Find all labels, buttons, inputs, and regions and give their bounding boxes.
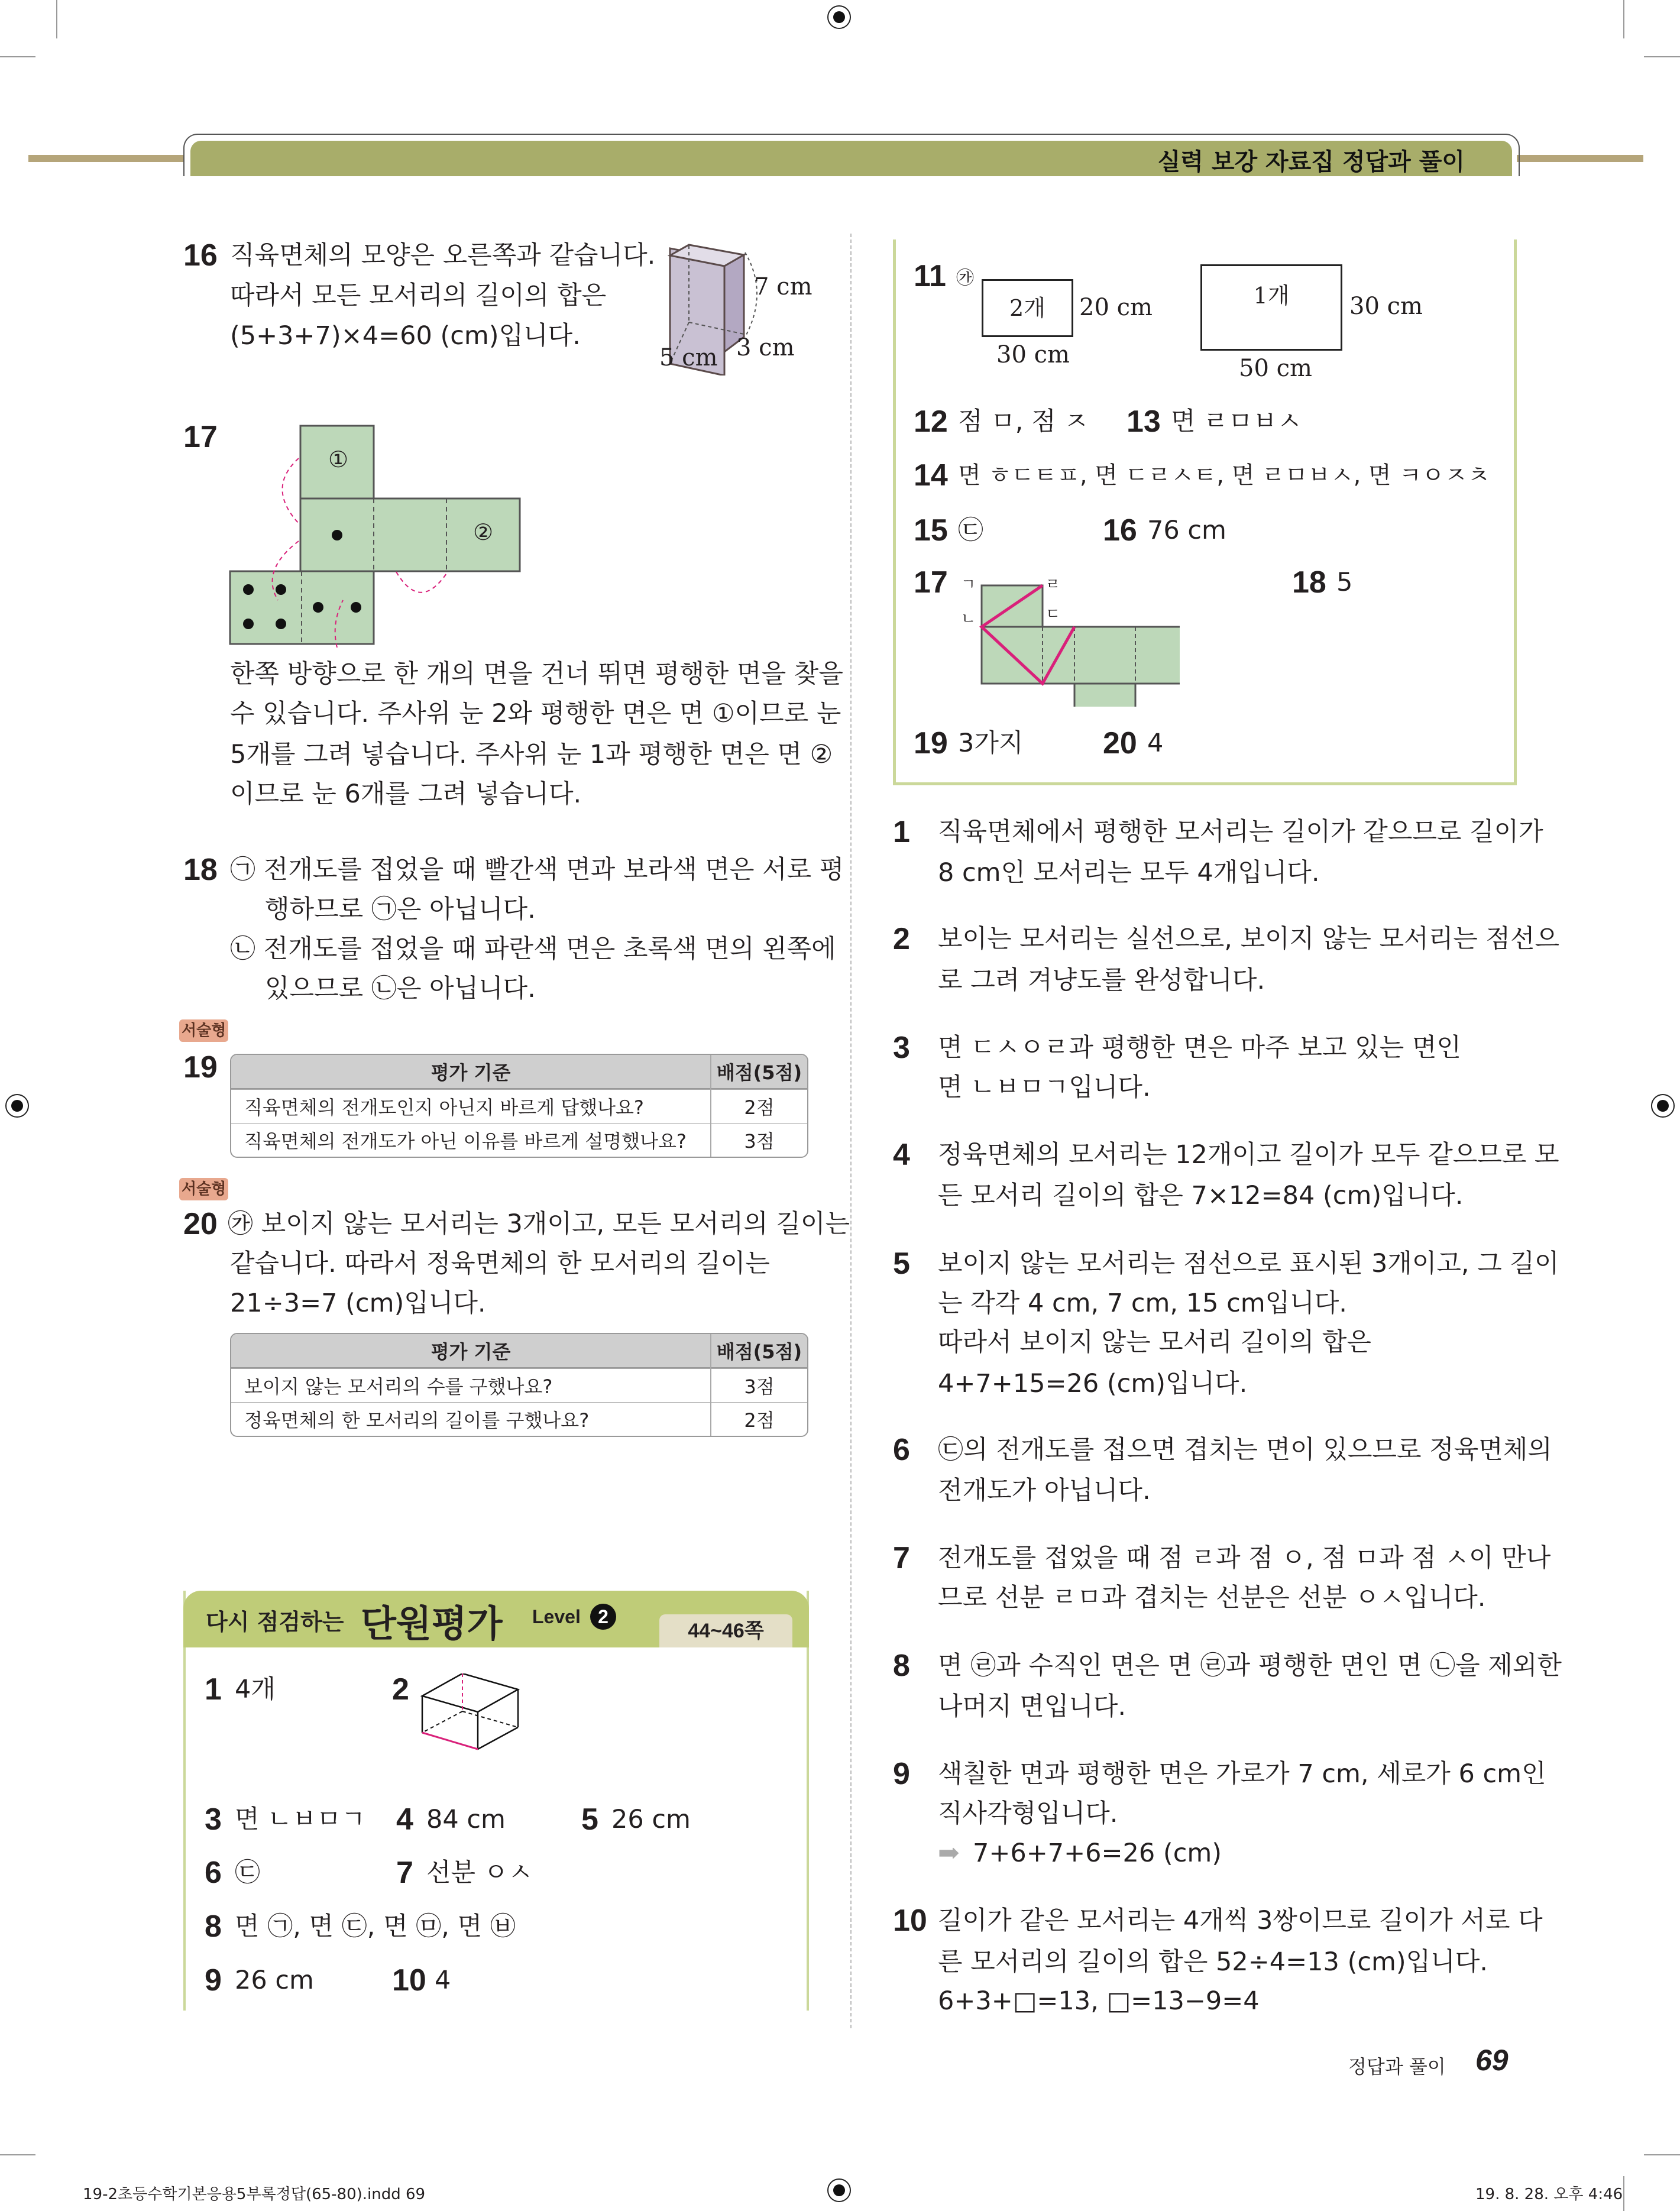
level-label: Level [532,1606,581,1627]
rubric-table [230,1333,808,1437]
rubric-score: 3점 [710,1368,807,1402]
rectangle-piece: 2개 [982,279,1073,337]
answer-text: 선분 ㅇㅅ [426,1858,533,1888]
level-badge: 2 [590,1604,616,1630]
answer-text: 직육면체에서 평행한 모서리는 길이가 같으므로 길이가 [938,817,1543,847]
answer-text: 84 cm [426,1805,506,1834]
question-number: 5 [893,1247,910,1281]
question-number: 15 [914,513,948,548]
answer-text: 26 cm [235,1966,314,1995]
arrow-icon: ➡ [938,1838,960,1868]
answer-text: 는 각각 4 cm, 7 cm, 15 cm입니다. [938,1289,1347,1318]
answer-text: 4개 [235,1675,276,1704]
question-number: 3 [893,1031,910,1065]
question-number: 18 [183,853,218,887]
answer-text: 보이는 모서리는 실선으로, 보이지 않는 모서리는 점선으 [938,924,1560,954]
registration-mark [5,1094,29,1118]
answer-text: ㉢ [235,1858,260,1888]
question-number: 6 [893,1433,910,1467]
dimension-label: 5 cm [659,344,718,371]
unit-review-prefix: 다시 점검하는 [206,1609,344,1635]
answer-text: 8 cm인 모서리는 모두 4개입니다. [938,858,1320,888]
question-number: 7 [893,1541,910,1575]
dimension-label: 50 cm [1239,355,1312,382]
question-number: 9 [205,1963,222,1998]
answer-text: 4+7+15=26 (cm)입니다. [938,1369,1248,1399]
crop-mark [0,2154,35,2155]
column-divider [850,234,852,2028]
example-mark: ㉮ [956,268,974,289]
answer-text: 른 모서리의 길이의 합은 52÷4=13 (cm)입니다. [938,1947,1488,1977]
answer-text: ㉮ 보이지 않는 모서리는 3개이고, 모든 모서리의 길이는 [228,1209,850,1239]
answer-text: 수 있습니다. 주사위 눈 2와 평행한 면은 면 ①이므로 눈 [230,699,841,729]
answer-text: (5+3+7)×4=60 (cm)입니다. [230,321,581,351]
table-row [231,1089,807,1123]
question-number: 16 [1103,513,1137,548]
dimension-label: 30 cm [996,341,1070,368]
answer-text: 행하므로 ㉠은 아닙니다. [265,895,536,924]
question-number: 10 [893,1904,927,1938]
header-band [190,141,1512,176]
rubric-header-score: 배점(5점) [710,1055,807,1089]
question-number: 11 [914,259,946,293]
face-label: ② [473,519,494,545]
answer-text: 나머지 면입니다. [938,1692,1127,1721]
table-row [231,1368,807,1402]
answer-text: 로 그려 겨냥도를 완성합니다. [938,966,1265,995]
answer-text: 이므로 눈 6개를 그려 넣습니다. [230,779,582,809]
essay-badge: 서술형 [179,1019,228,1042]
crop-mark [1644,56,1680,57]
net-figure [979,582,1180,707]
page-range-tab: 44~46쪽 [659,1614,792,1647]
answer-text: 면 ㄹㅁㅂㅅ [1171,407,1302,436]
question-number: 2 [893,922,910,956]
rubric-score: 3점 [710,1123,807,1157]
page-number: 69 [1475,2044,1509,2077]
answer-text: 면 ㄴㅂㅁㄱ입니다. [938,1073,1151,1102]
answer-text: 든 모서리 길이의 합은 7×12=84 (cm)입니다. [938,1181,1464,1210]
answer-text: 점 ㅁ, 점 ㅈ [958,407,1089,436]
table-row [231,1402,807,1436]
answer-text: 면 ㉠, 면 ㉢, 면 ㉤, 면 ㉥ [235,1912,516,1941]
question-number: 4 [893,1138,910,1172]
answer-text: 전개도를 접었을 때 점 ㄹ과 점 ㅇ, 점 ㅁ과 점 ㅅ이 만나 [938,1543,1551,1573]
answer-text: 한쪽 방향으로 한 개의 면을 건너 뛰면 평행한 면을 찾을 [230,659,843,689]
rubric-score: 2점 [710,1089,807,1123]
question-number: 13 [1127,404,1161,439]
header-title: 실력 보강 자료집 정답과 풀이 [1157,148,1465,176]
vertex-label: ㄷ [1045,606,1061,623]
table-row [231,1123,807,1157]
rubric-criterion: 정육면체의 한 모서리의 길이를 구했나요? [231,1402,710,1436]
answer-text: ㉢의 전개도를 접으면 겹치는 면이 있으므로 정육면체의 [938,1435,1552,1465]
dimension-label: 7 cm [754,273,813,300]
answer-text: 색칠한 면과 평행한 면은 가로가 7 cm, 세로가 6 cm인 [938,1759,1546,1789]
answer-text: 7+6+7+6=26 (cm) [973,1838,1222,1868]
question-number: 18 [1292,565,1326,600]
crop-mark [1644,2154,1680,2155]
answer-text: ㉢ [958,516,983,545]
answer-text: 면 ㄴㅂㅁㄱ [235,1805,366,1834]
answer-text: 26 cm [611,1805,691,1834]
dimension-label: 20 cm [1079,294,1153,321]
answer-text: 같습니다. 따라서 정육면체의 한 모서리의 길이는 [230,1249,770,1278]
question-number: 1 [205,1672,222,1707]
answer-text: 21÷3=7 (cm)입니다. [230,1289,486,1318]
answer-text: 76 cm [1147,516,1226,545]
rubric-criterion: 직육면체의 전개도인지 아닌지 바르게 답했나요? [231,1089,710,1123]
question-number: 17 [183,420,218,454]
answer-text: 4 [435,1966,451,1995]
answer-text: 따라서 모든 모서리의 길이의 합은 [230,281,607,310]
question-number: 5 [581,1802,598,1837]
rubric-header: 평가 기준 [231,1334,710,1368]
answer-text: 면 ㉣과 수직인 면은 면 ㉣과 평행한 면인 면 ㉡을 제외한 [938,1651,1562,1681]
answer-text: 면 ㄷㅅㅇㄹ과 평행한 면은 마주 보고 있는 면인 [938,1033,1461,1063]
question-number: 14 [914,458,948,493]
unit-review-header [183,1591,809,1647]
essay-badge: 서술형 [179,1178,228,1200]
answer-text: 직육면체의 모양은 오른쪽과 같습니다. [230,241,656,270]
dimension-label: 3 cm [736,334,795,361]
question-number: 1 [893,815,910,849]
answer-text: 전개도가 아닙니다. [938,1476,1151,1506]
answer-text: 6+3+□=13, □=13−9=4 [938,1986,1260,2016]
question-number: 7 [396,1856,413,1890]
crop-mark [1623,2176,1624,2211]
answer-text: 있으므로 ㉡은 아닙니다. [265,974,536,1003]
question-number: 3 [205,1802,222,1837]
file-slug: 19-2초등수학기본응용5부록정답(65-80).indd 69 [83,2186,426,2203]
question-number: 16 [183,238,218,273]
header-rule-left [28,155,183,162]
registration-mark [827,5,851,29]
vertex-label: ㄹ [1045,576,1061,594]
answer-text: 따라서 보이지 않는 모서리 길이의 합은 [938,1328,1371,1357]
registration-mark [1651,1094,1675,1118]
question-number: 2 [392,1672,409,1707]
print-date: 19. 8. 28. 오후 4:46 [1475,2186,1623,2203]
answer-text: 5 [1336,568,1353,597]
rubric-criterion: 보이지 않는 모서리의 수를 구했나요? [231,1368,710,1402]
crop-mark [0,56,35,57]
face-label: ① [328,446,349,472]
unit-review-box [183,1591,809,2011]
answer-text: 5개를 그려 넣습니다. 주사위 눈 1과 평행한 면은 면 ② [230,740,833,769]
dimension-label: 30 cm [1349,293,1423,320]
answer-text: 정육면체의 모서리는 12개이고 길이가 모두 같으므로 모 [938,1140,1559,1170]
answer-text: 3가지 [958,729,1024,758]
footer-label: 정답과 풀이 [1348,2055,1446,2078]
rubric-header-score: 배점(5점) [710,1334,807,1368]
rubric-table [230,1054,808,1158]
answer-text: 길이가 같은 모서리는 4개씩 3쌍이므로 길이가 서로 다 [938,1906,1543,1935]
vertex-label: ㄱ [961,576,976,594]
cube-sketch-figure [420,1673,547,1783]
rubric-score: 2점 [710,1402,807,1436]
crop-mark [56,0,57,38]
question-number: 8 [893,1649,910,1683]
question-number: 9 [893,1757,910,1791]
rectangle-piece: 1개 [1200,264,1342,351]
answer-text: 보이지 않는 모서리는 점선으로 표시된 3개이고, 그 길이 [938,1249,1559,1278]
rubric-criterion: 직육면체의 전개도가 아닌 이유를 바르게 설명했나요? [231,1123,710,1157]
question-number: 19 [183,1050,218,1085]
question-number: 12 [914,404,948,439]
question-number: 20 [1103,726,1137,760]
vertex-label: ㄴ [961,610,976,628]
answer-text: ㉡ 전개도를 접었을 때 파란색 면은 초록색 면의 왼쪽에 [230,934,836,964]
answer-text: 4 [1147,729,1164,758]
question-number: 10 [392,1963,426,1998]
header-rule-right [1517,155,1643,162]
answer-text: 직사각형입니다. [938,1799,1118,1828]
answer-text: ㉠ 전개도를 접었을 때 빨간색 면과 보라색 면은 서로 평 [230,855,844,885]
question-number: 20 [183,1207,218,1241]
question-number: 17 [914,565,948,600]
rubric-header: 평가 기준 [231,1055,710,1089]
answer-text: 면 ㅎㄷㅌㅍ, 면 ㄷㄹㅅㅌ, 면 ㄹㅁㅂㅅ, 면 ㅋㅇㅈㅊ [958,462,1490,489]
registration-mark [827,2178,851,2202]
answer-text: 므로 선분 ㄹㅁ과 겹치는 선분은 선분 ㅇㅅ입니다. [938,1583,1486,1613]
question-number: 8 [205,1909,222,1944]
crop-mark [1623,0,1624,38]
question-number: 4 [396,1802,413,1837]
unit-review-title: 단원평가 [361,1602,503,1645]
question-number: 19 [914,726,948,760]
question-number: 6 [205,1856,222,1890]
